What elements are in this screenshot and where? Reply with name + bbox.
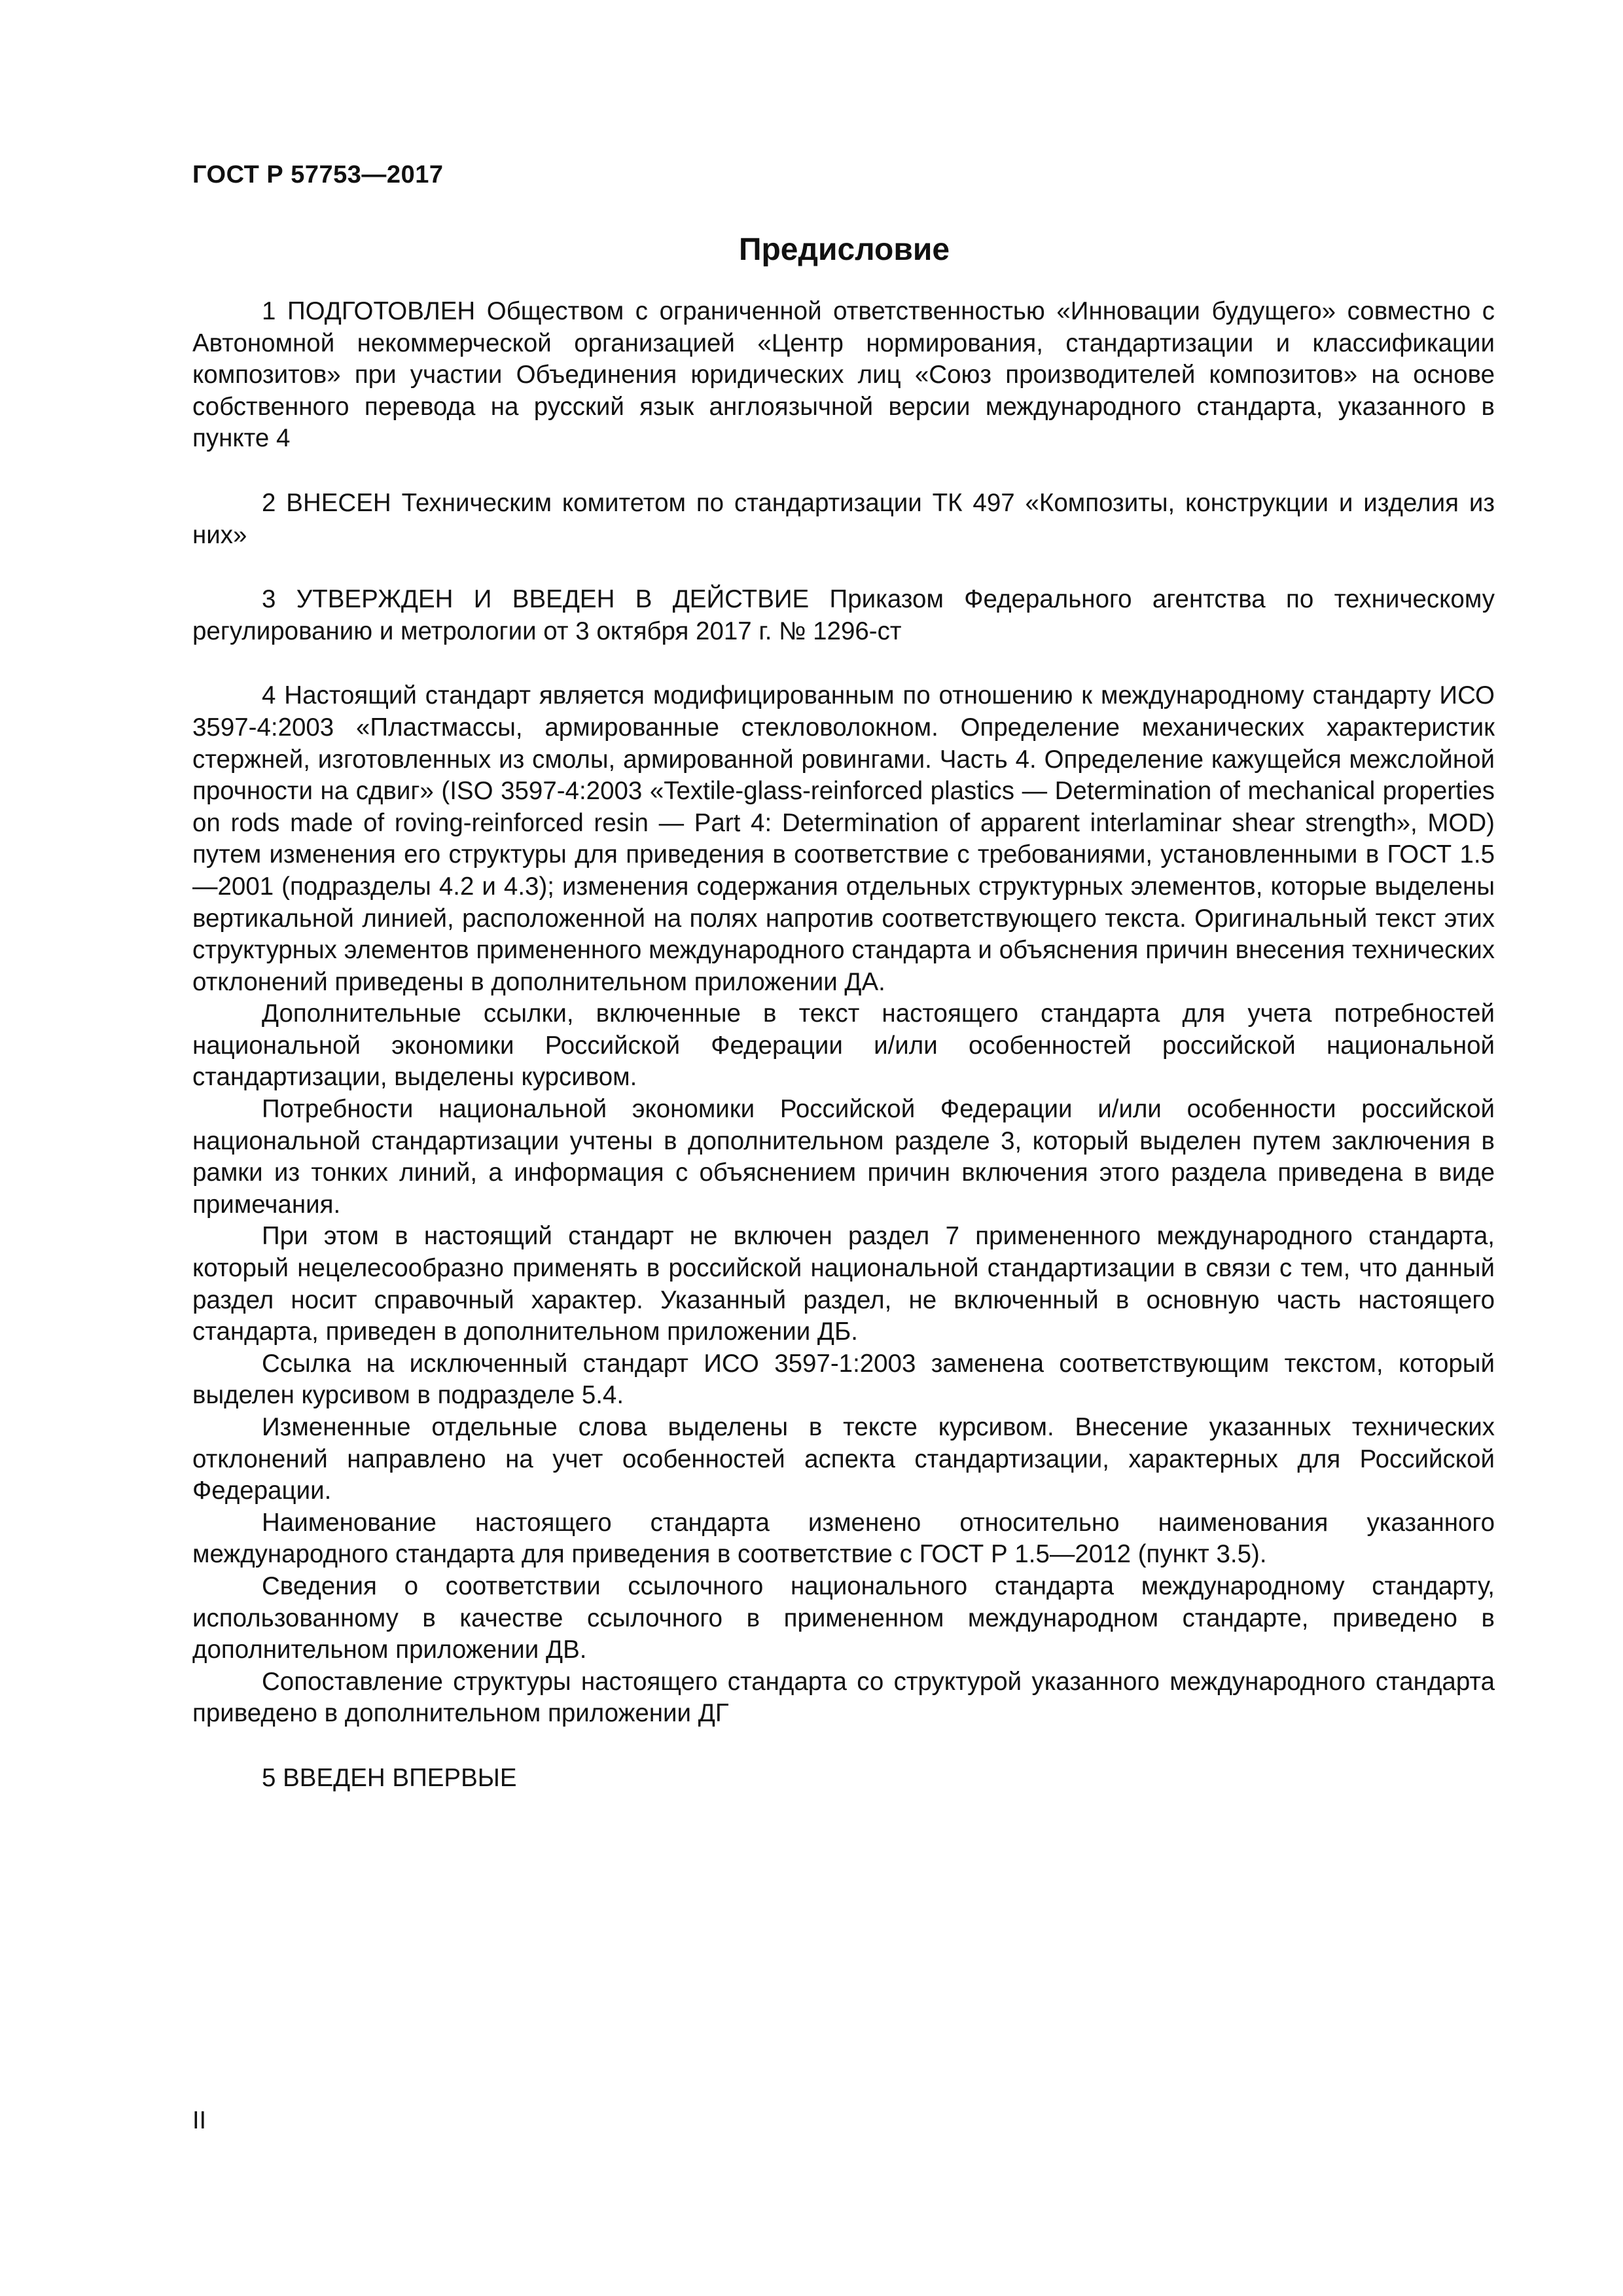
item4-paragraph: Дополнительные ссылки, включенные в текст настоящего стандарта для учета потребностей национальной экономики Российской Федерации и/или особенностей российской национальной стандартизации, выделены курсивом. <box>192 999 1495 1092</box>
item4-paragraph: Ссылка на исключенный стандарт ИСО 3597-1:2003 заменена соответствующим текстом, который выделен курсивом в подразделе 5.4. <box>192 1349 1495 1410</box>
foreword-item-4: 4 Настоящий стандарт является модифицированным по отношению к международному стандарту ИСО 3597-4:2003 «Пластмассы, армированные стекловолокном. Определение механических характеристик стержней, изготовленных из смолы, армированной ровингами. Часть 4. Определение кажущейся межслойной прочности на сдвиг» (ISO 3597-4:2003 «Textile-glass-reinforced plastics — Determination of mechanical properties on rods made of roving-reinforced resin — Part 4: Determination of apparent interlaminar shear strength», MOD) путем изменения его структуры для приведения в соответствие с требованиями, установленными в ГОСТ 1.5—2001 (подразделы 4.2 и 4.3); изменения содержания отдельных структурных элементов, которые выделены вертикальной линией, расположенной на полях напротив соответствующего текста. Оригинальный текст этих структурных элементов примененного международного стандарта и объяснения причин внесения технических отклонений приведены в дополнительном приложении ДА. <box>192 681 1495 996</box>
item4-paragraph: Сведения о соответствии ссылочного национального стандарта международному стандарту, использованному в качестве ссылочного в примененном международном стандарте, приведено в дополнительном приложении ДВ. <box>192 1571 1495 1664</box>
foreword-body <box>192 296 1495 1795</box>
page-title: Предисловие <box>738 232 950 267</box>
item4-paragraph: При этом в настоящий стандарт не включен раздел 7 примененного международного стандарта, который нецелесообразно применять в российской национальной стандартизации в связи с тем, что данный раздел носит справочный характер. Указанный раздел, не включенный в основную часть настоящего стандарта, приведен в дополнительном приложении ДБ. <box>192 1222 1495 1346</box>
document-code: ГОСТ Р 57753—2017 <box>192 161 444 188</box>
page-number: II <box>192 2107 207 2134</box>
foreword-item-3: 3 УТВЕРЖДЕН И ВВЕДЕН В ДЕЙСТВИЕ Приказом Федерального агентства по техническому регулированию и метрологии от 3 октября 2017 г. № 1296-ст <box>192 585 1495 645</box>
foreword-item-5: 5 ВВЕДЕН ВПЕРВЫЕ <box>262 1763 517 1792</box>
foreword-item-1: 1 ПОДГОТОВЛЕН Обществом с ограниченной ответственностью «Инновации будущего» совместно с Автономной некоммерческой организацией «Центр нормирования, стандартизации и классификации композитов» при участии Объединения юридических лиц «Союз производителей композитов» на основе собственного перевода на русский язык англоязычной версии международного стандарта, указанного в пункте 4 <box>192 297 1495 453</box>
item4-paragraph: Сопоставление структуры настоящего стандарта со структурой указанного международного стандарта приведено в дополнительном приложении ДГ <box>192 1667 1495 1728</box>
item4-paragraph: Наименование настоящего стандарта изменено относительно наименования указанного международного стандарта для приведения в соответствие с ГОСТ Р 1.5—2012 (пункт 3.5). <box>192 1508 1495 1569</box>
item4-paragraph: Потребности национальной экономики Российской Федерации и/или особенности российской национальной стандартизации учтены в дополнительном разделе 3, который выделен путем заключения в рамки из тонких линий, а информация с объяснением причин включения этого раздела приведена в виде примечания. <box>192 1095 1495 1219</box>
item4-paragraph: Измененные отдельные слова выделены в тексте курсивом. Внесение указанных технических отклонений направлено на учет особенностей аспекта стандартизации, характерных для Российской Федерации. <box>192 1413 1495 1505</box>
foreword-item-2: 2 ВНЕСЕН Техническим комитетом по стандартизации ТК 497 «Композиты, конструкции и изделия из них» <box>192 488 1495 549</box>
